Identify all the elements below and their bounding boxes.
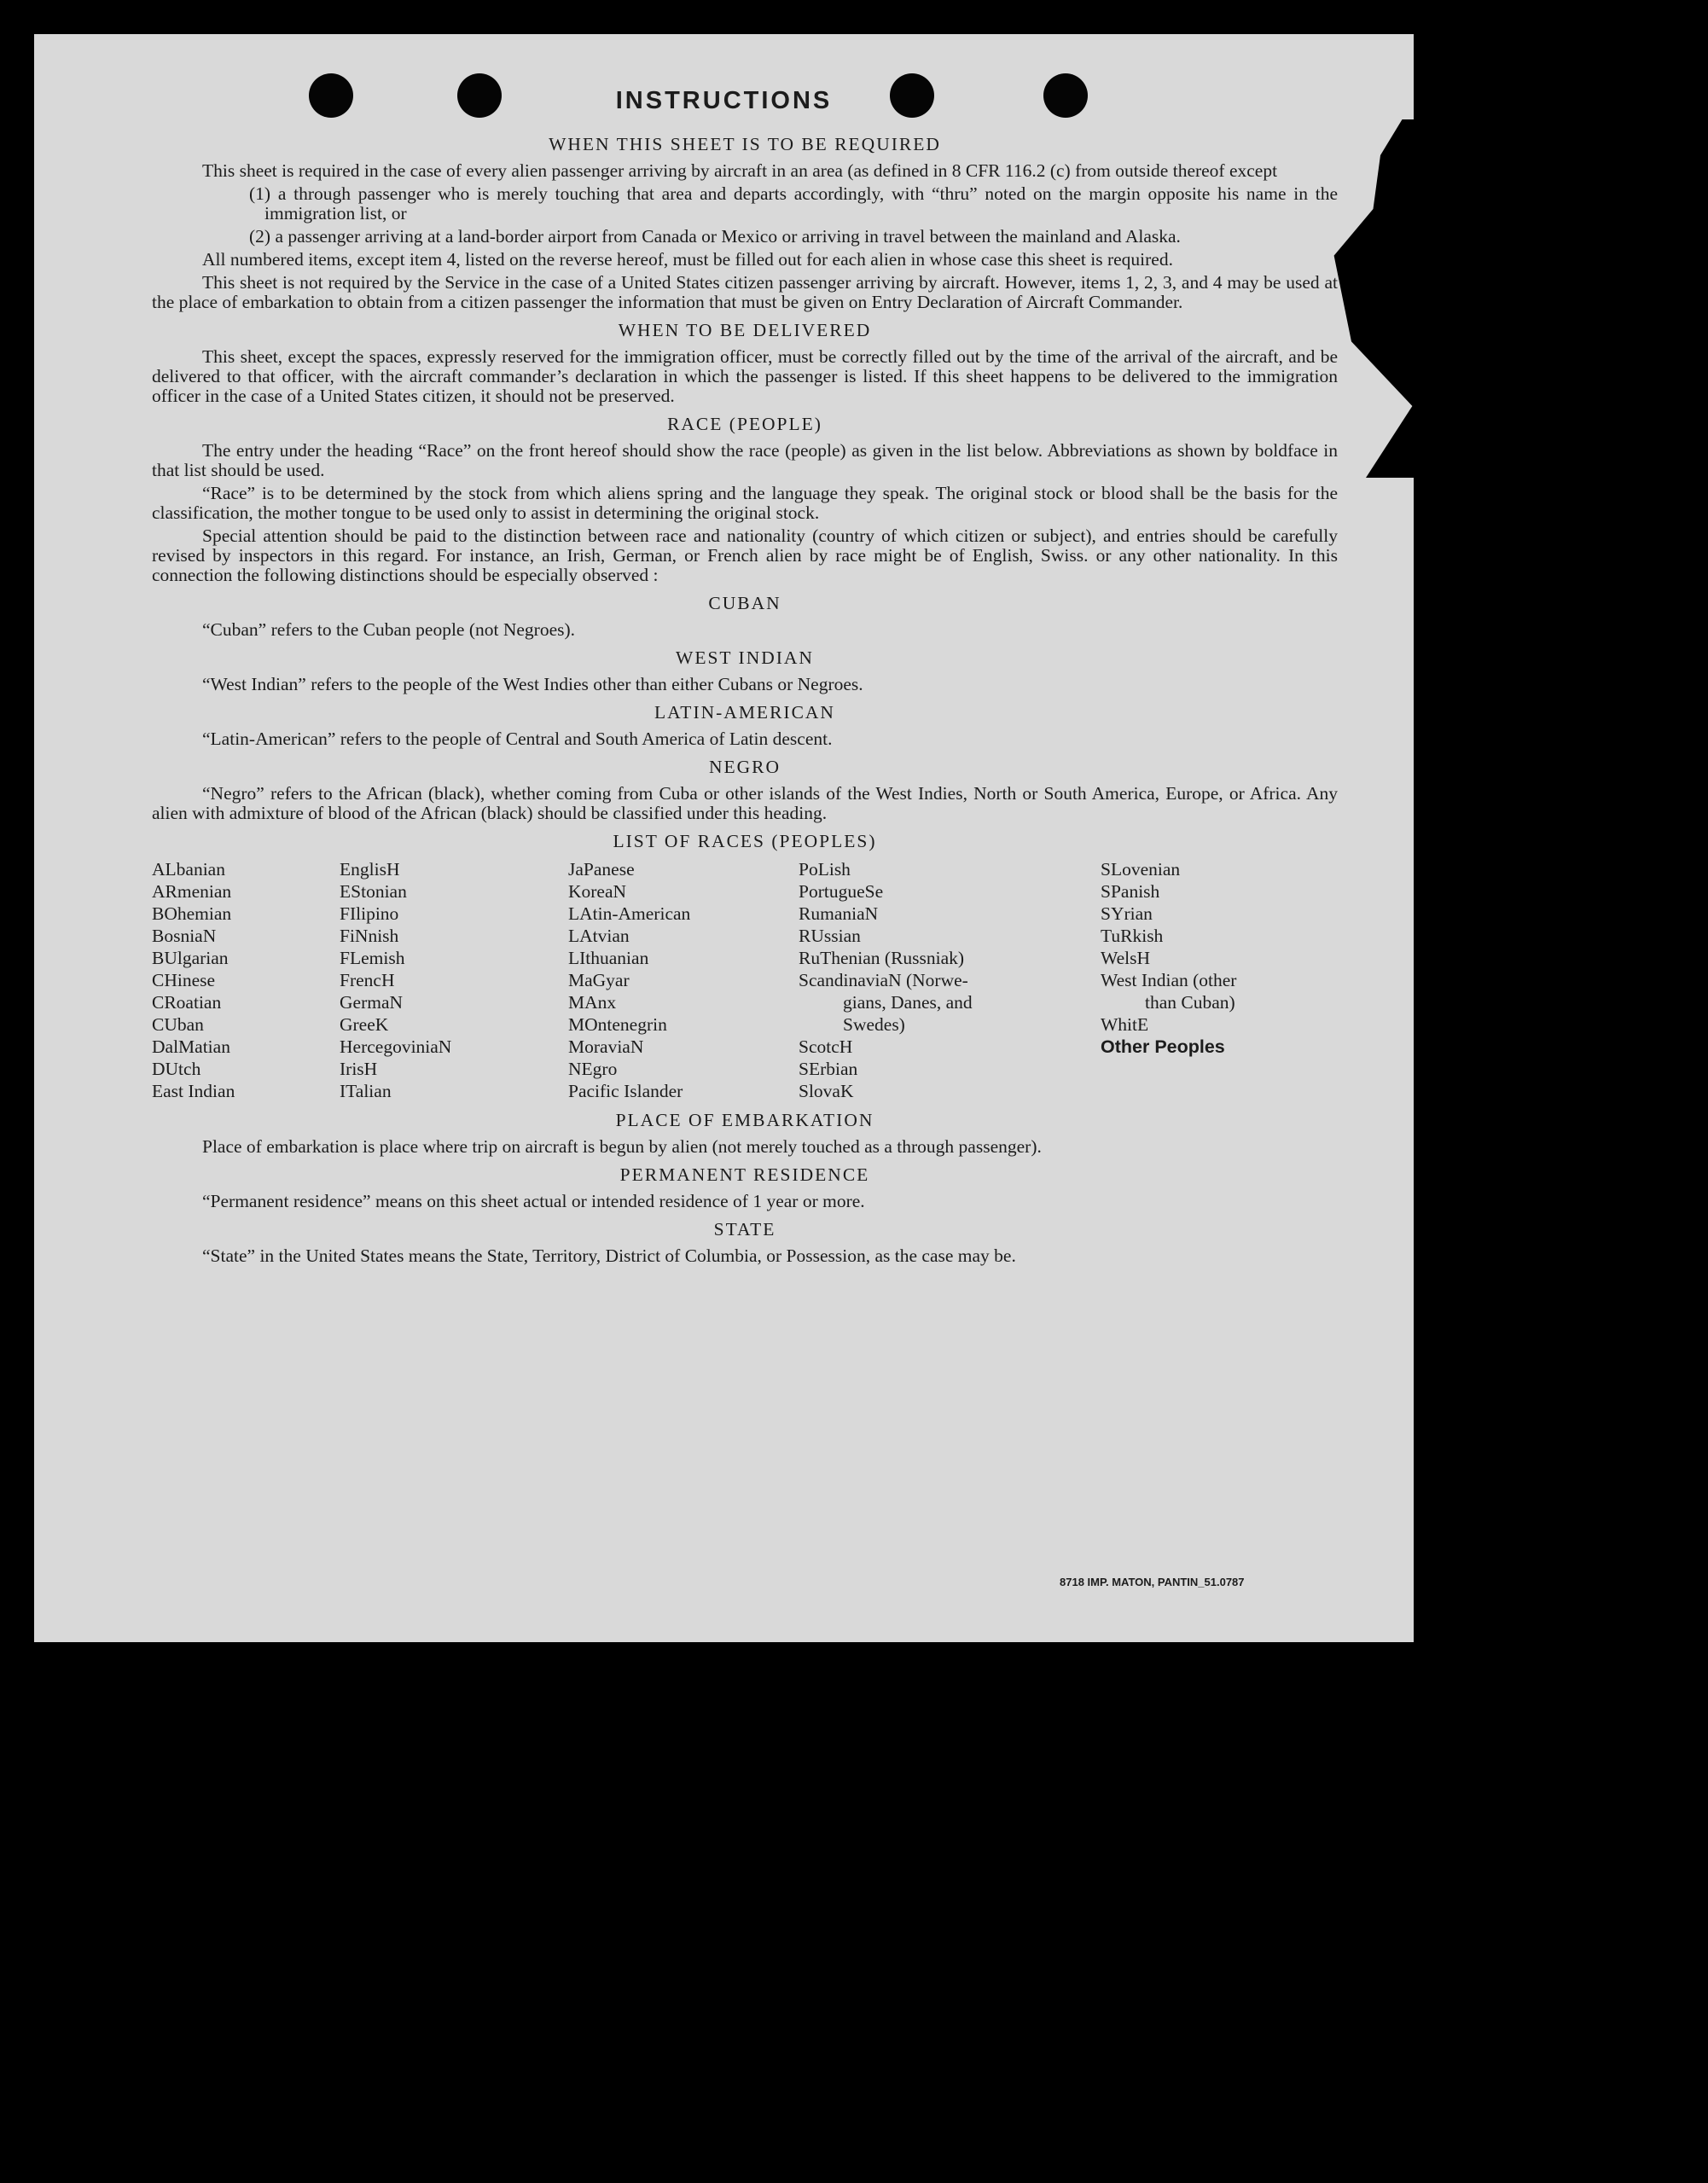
race-item: ScandinaviaN (Norwe- <box>799 970 968 990</box>
race-item: GreeK <box>340 1014 389 1035</box>
race-item: BosniaN <box>152 926 217 946</box>
paragraph: This sheet is not required by the Service in the case of a United States citizen passenger arriving by aircraft. However, items 1, 2, 3, and 4 may be used at the place of embarkation to obtain from a citizen passenger the information that must be given on Entry Declaration of Aircraft Commander. <box>152 272 1338 312</box>
race-item: Swedes) <box>843 1014 905 1035</box>
race-item: FIlipino <box>340 903 399 924</box>
race-item: ARmenian <box>152 881 232 902</box>
race-item: FLemish <box>340 948 405 968</box>
document-sheet <box>34 34 1414 1642</box>
race-item: HercegoviniaN <box>340 1036 452 1057</box>
race-item: DalMatian <box>152 1036 230 1057</box>
race-item: SYrian <box>1101 903 1153 924</box>
races-column <box>1101 858 1322 1102</box>
section-heading: WHEN THIS SHEET IS TO BE REQUIRED <box>549 134 941 154</box>
race-item: PoLish <box>799 859 851 880</box>
race-item: FiNnish <box>340 926 399 946</box>
race-item: MOntenegrin <box>568 1014 667 1035</box>
race-item: Other Peoples <box>1101 1036 1225 1057</box>
race-item: ScotcH <box>799 1036 853 1057</box>
race-item: NEgro <box>568 1059 618 1079</box>
paragraph: Place of embarkation is place where trip on aircraft is begun by alien (not merely touched as a through passenger). <box>202 1136 1042 1157</box>
race-item: LAtin-American <box>568 903 691 924</box>
race-item: SPanish <box>1101 881 1160 902</box>
race-item: East Indian <box>152 1081 235 1101</box>
race-item: BUlgarian <box>152 948 229 968</box>
paragraph: The entry under the heading “Race” on the front hereof should show the race (people) as given in the list below. Abbreviations as shown by boldface in that list should be used. <box>152 440 1338 480</box>
paragraph: “State” in the United States means the State, Territory, District of Columbia, or Possession, as the case may be. <box>202 1245 1016 1266</box>
race-item: TuRkish <box>1101 926 1164 946</box>
section-heading: LIST OF RACES (PEOPLES) <box>613 831 877 851</box>
race-item: SErbian <box>799 1059 858 1079</box>
race-item: EStonian <box>340 881 407 902</box>
race-item: MoraviaN <box>568 1036 644 1057</box>
race-item: WhitE <box>1101 1014 1149 1035</box>
race-item: SlovaK <box>799 1081 854 1101</box>
section-heading: WHEN TO BE DELIVERED <box>618 320 872 340</box>
race-item: FrencH <box>340 970 395 990</box>
race-item: West Indian (other <box>1101 970 1237 990</box>
race-item: BOhemian <box>152 903 232 924</box>
race-item: ITalian <box>340 1081 392 1101</box>
paragraph: “Cuban” refers to the Cuban people (not Negroes). <box>202 619 576 640</box>
instructions-body <box>152 126 1338 1266</box>
paragraph: This sheet is required in the case of every alien passenger arriving by aircraft in an area (as defined in 8 CFR 116.2 (c) from outside thereof except <box>202 160 1278 181</box>
race-item: RUssian <box>799 926 861 946</box>
race-item: SLovenian <box>1101 859 1181 880</box>
race-item: RumaniaN <box>799 903 879 924</box>
paragraph: “Latin-American” refers to the people of Central and South America of Latin descent. <box>202 729 833 749</box>
torn-corner <box>1322 119 1467 478</box>
race-item: RuThenian (Russniak) <box>799 948 965 968</box>
race-item: than Cuban) <box>1145 992 1235 1013</box>
print-code: 8718 IMP. MATON, PANTIN_51.0787 <box>1060 1576 1245 1588</box>
list-item: (1) a through passenger who is merely touching that area and departs accordingly, with “thru” noted on the margin opposite his name in the immigration list, or <box>249 183 1338 224</box>
races-column <box>799 858 1101 1102</box>
races-list <box>152 858 1338 1102</box>
race-item: CUban <box>152 1014 204 1035</box>
section-heading: PLACE OF EMBARKATION <box>615 1110 874 1130</box>
section-heading: RACE (PEOPLE) <box>667 414 822 434</box>
section-heading: STATE <box>713 1219 776 1240</box>
section-heading: CUBAN <box>708 593 781 613</box>
paragraph: Special attention should be paid to the distinction between race and nationality (country of which citizen or subject), and entries should be carefully revised by inspectors in this regard. For instance, an Irish, German, or French alien by race might be of English, Swiss. or any other nationality. In this connection the following distinctions should be especially observed : <box>152 525 1338 585</box>
section-heading: NEGRO <box>708 757 781 777</box>
race-item: gians, Danes, and <box>843 992 973 1013</box>
race-item: EnglisH <box>340 859 400 880</box>
paragraph: “Permanent residence” means on this sheet actual or intended residence of 1 year or more. <box>202 1191 865 1211</box>
section-heading: WEST INDIAN <box>676 647 814 668</box>
race-item: ALbanian <box>152 859 225 880</box>
race-item: MaGyar <box>568 970 630 990</box>
section-heading: PERMANENT RESIDENCE <box>619 1164 870 1185</box>
paragraph: All numbered items, except item 4, listed on the reverse hereof, must be filled out for each alien in whose case this sheet is required. <box>202 249 1173 270</box>
list-item: (2) a passenger arriving at a land-border airport from Canada or Mexico or arriving in travel between the mainland and Alaska. <box>249 226 1181 247</box>
paragraph: “West Indian” refers to the people of the West Indies other than either Cubans or Negroes. <box>202 674 863 694</box>
paragraph: This sheet, except the spaces, expressly reserved for the immigration officer, must be correctly filled out by the time of the arrival of the aircraft, and be delivered to that officer, with the aircraft commander’s declaration in which the passenger is listed. If this sheet happens to be delivered to the immigration officer in the case of a United States citizen, it should not be preserved. <box>152 346 1338 406</box>
race-item: DUtch <box>152 1059 201 1079</box>
race-item: PortugueSe <box>799 881 884 902</box>
section-heading: LATIN-AMERICAN <box>654 702 835 723</box>
paragraph: “Negro” refers to the African (black), whether coming from Cuba or other islands of the West Indies, North or South America, Europe, or Africa. Any alien with admixture of blood of the African (black) should be classified under this heading. <box>152 783 1338 823</box>
races-column <box>152 858 340 1102</box>
race-item: WelsH <box>1101 948 1150 968</box>
race-item: LIthuanian <box>568 948 649 968</box>
race-item: KoreaN <box>568 881 627 902</box>
race-item: IrisH <box>340 1059 378 1079</box>
race-item: GermaN <box>340 992 404 1013</box>
race-item: Pacific Islander <box>568 1081 683 1101</box>
paragraph: “Race” is to be determined by the stock from which aliens spring and the language they speak. The original stock or blood shall be the basis for the classification, the mother tongue to be used only to assist in determining the original stock. <box>152 483 1338 523</box>
race-item: MAnx <box>568 992 617 1013</box>
races-column <box>568 858 799 1102</box>
race-item: LAtvian <box>568 926 630 946</box>
race-item: CHinese <box>152 970 216 990</box>
races-column <box>340 858 568 1102</box>
race-item: CRoatian <box>152 992 222 1013</box>
race-item: JaPanese <box>568 859 635 880</box>
page-title: INSTRUCTIONS <box>615 87 833 114</box>
